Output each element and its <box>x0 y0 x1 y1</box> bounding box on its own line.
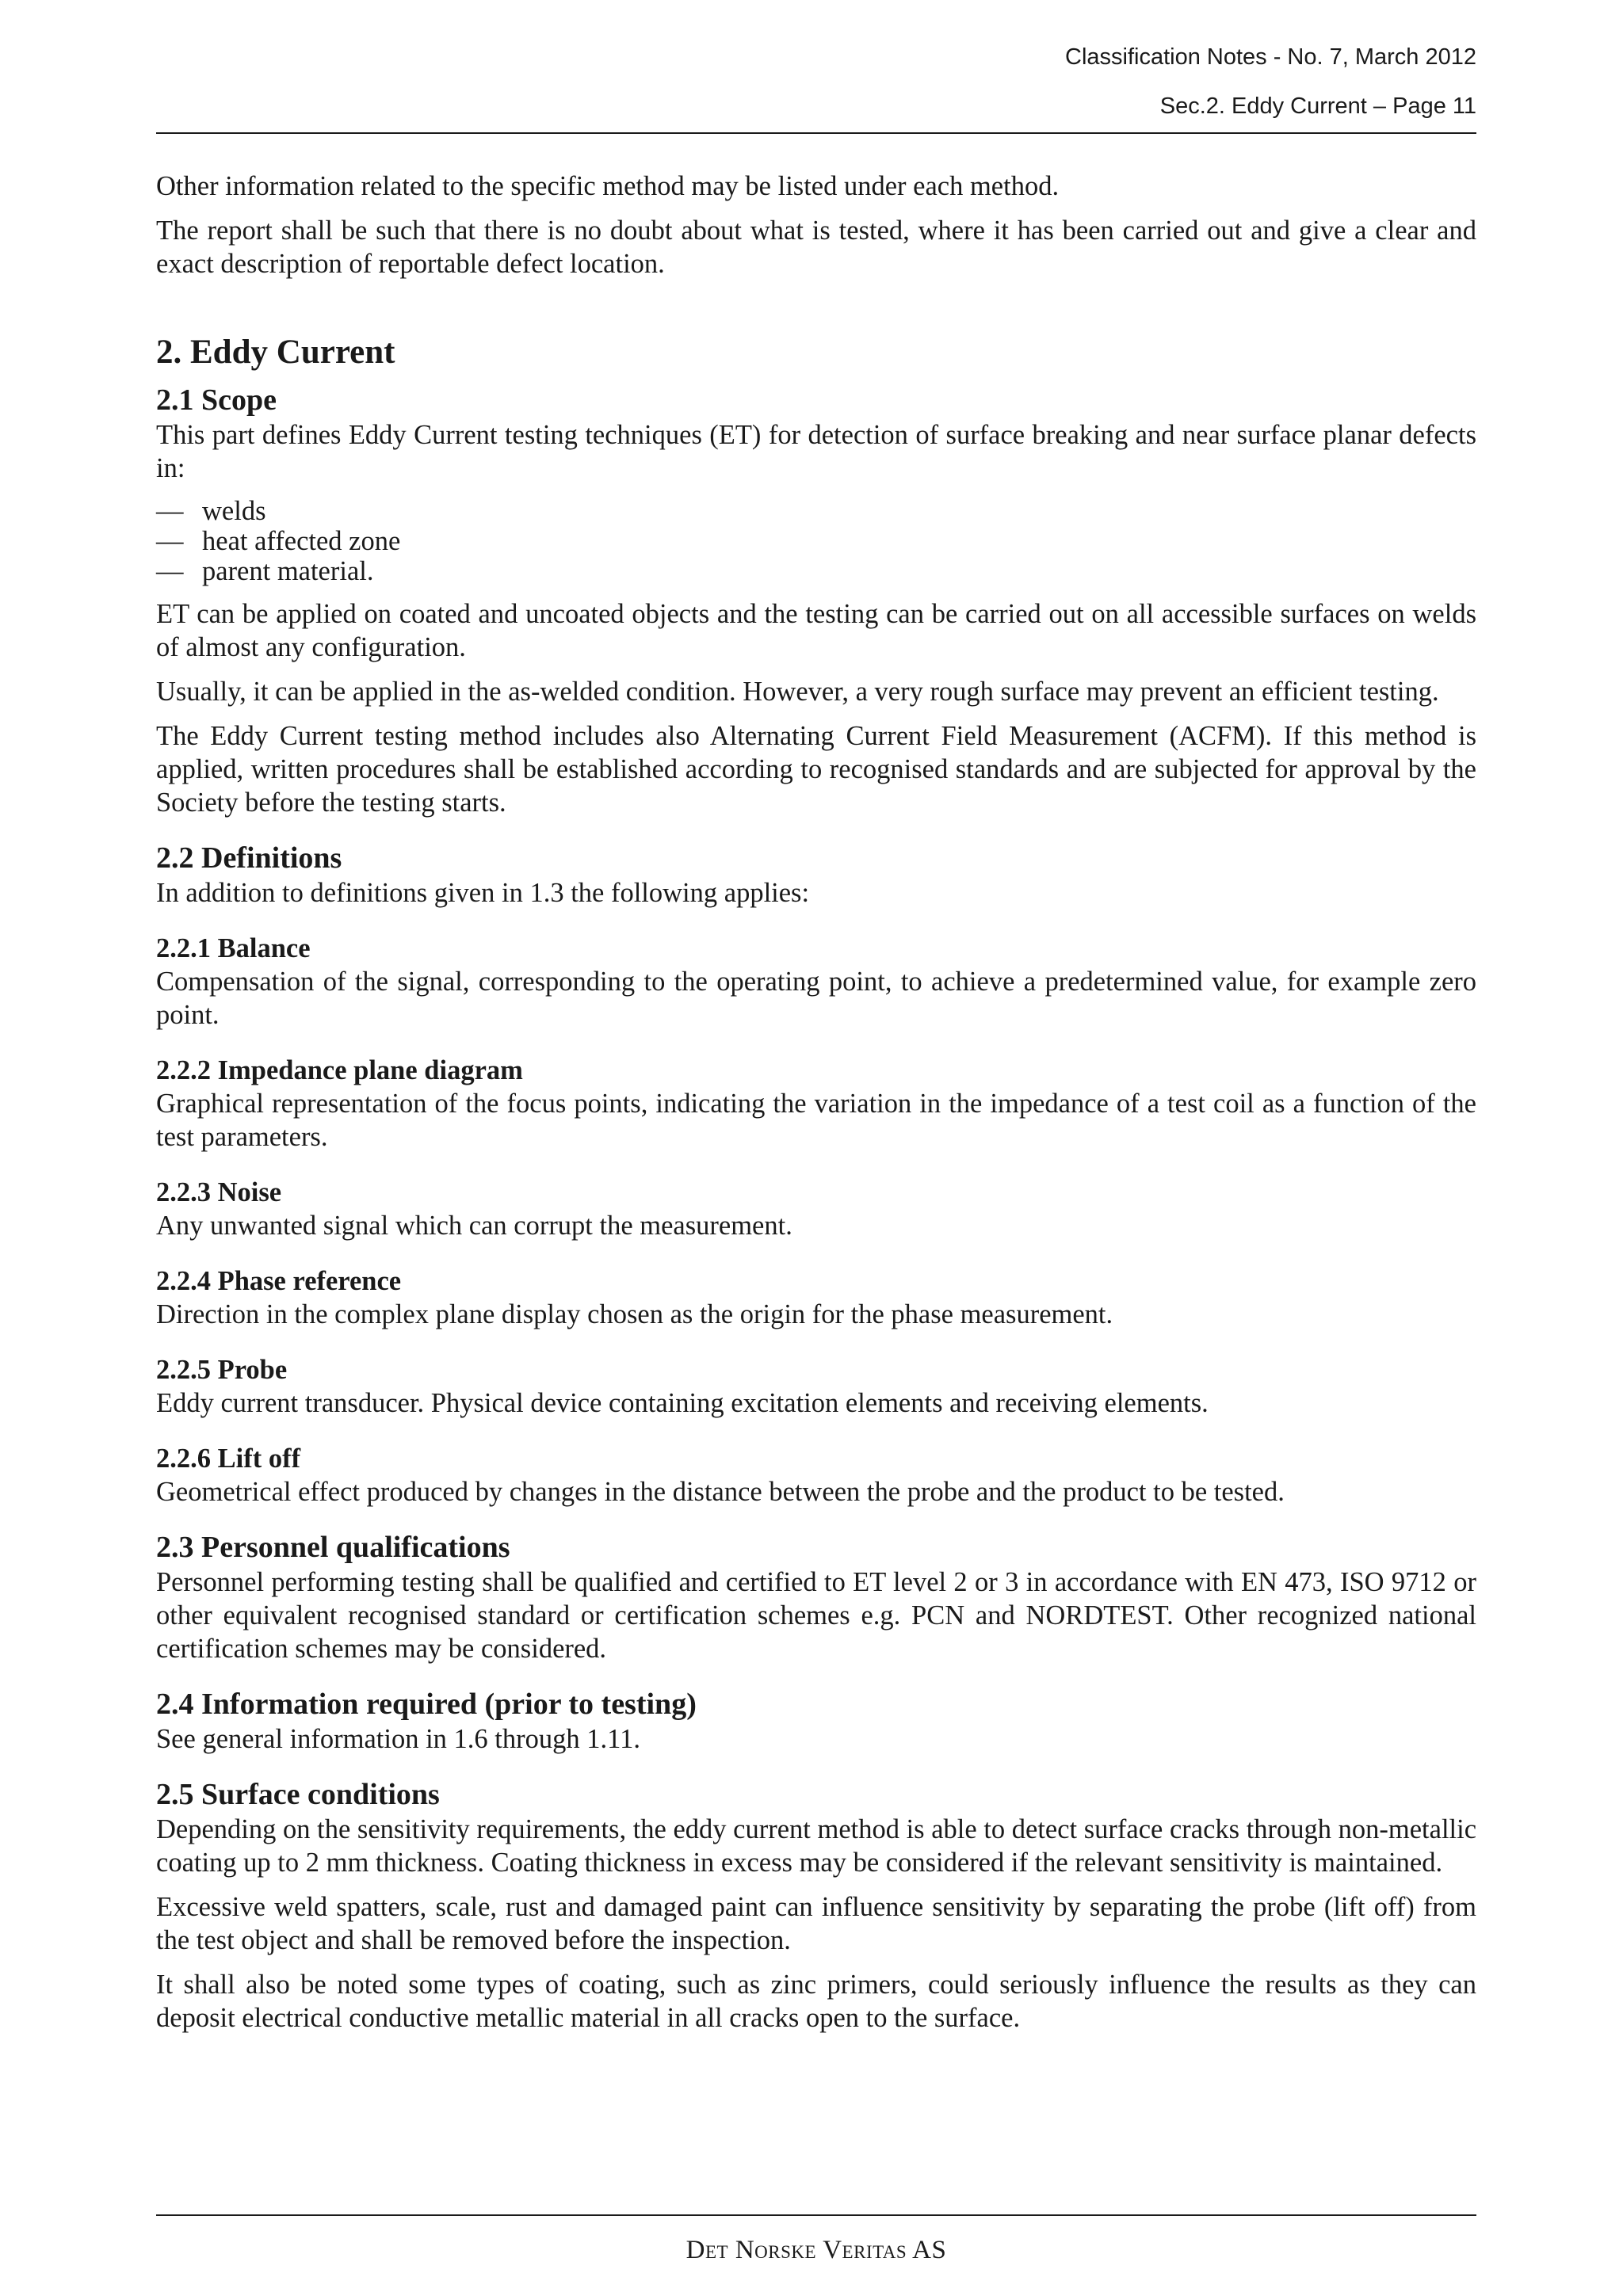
scope-paragraph-2: ET can be applied on coated and uncoated objects and the testing can be carried out on all accessible surfaces on welds of almost any configuration. <box>156 599 1476 662</box>
scope-list <box>156 496 1476 586</box>
information-paragraph: See general information in 1.6 through 1.11. <box>156 1724 640 1754</box>
section-title: 2. Eddy Current <box>156 334 395 371</box>
scope-paragraph-1: This part defines Eddy Current testing techniques (ET) for detection of surface breaking and near surface planar defects in: <box>156 420 1476 483</box>
definition-text-noise: Any unwanted signal which can corrupt the measurement. <box>156 1211 792 1241</box>
definition-heading-impedance: 2.2.2 Impedance plane diagram <box>156 1055 523 1085</box>
running-header-section: Sec.2. Eddy Current – Page 11 <box>1159 93 1476 119</box>
personnel-heading: 2.3 Personnel qualifications <box>156 1531 510 1564</box>
running-header-publication: Classification Notes - No. 7, March 2012 <box>1065 44 1476 70</box>
definition-heading-phase: 2.2.4 Phase reference <box>156 1266 402 1296</box>
list-item: — parent material. <box>156 556 374 586</box>
information-heading: 2.4 Information required (prior to testing) <box>156 1688 697 1721</box>
dash-glyph: — <box>156 526 184 556</box>
scope-paragraph-3: Usually, it can be applied in the as-welded condition. However, a very rough surface may prevent an efficient testing. <box>156 677 1439 707</box>
definitions-intro: In addition to definitions given in 1.3 the following applies: <box>156 878 810 908</box>
definition-text-probe: Eddy current transducer. Physical device containing excitation elements and receiving elements. <box>156 1388 1209 1418</box>
surface-paragraph-3: It shall also be noted some types of coating, such as zinc primers, could seriously influence the results as they can deposit electrical conductive metallic material in all cracks open to the surface. <box>156 1970 1476 2033</box>
header-rule <box>156 132 1476 134</box>
definition-heading-balance: 2.2.1 Balance <box>156 933 311 963</box>
list-item: — heat affected zone <box>156 526 401 556</box>
footer-publisher: Det Norske Veritas AS <box>685 2236 947 2264</box>
personnel-paragraph: Personnel performing testing shall be qualified and certified to ET level 2 or 3 in accordance with EN 473, ISO 9712 or other equivalent recognised standard or certification schemes e.g. PCN and NORDTEST. Other recognized national certification schemes may be considered. <box>156 1567 1476 1664</box>
definition-heading-probe: 2.2.5 Probe <box>156 1355 288 1385</box>
surface-paragraph-2: Excessive weld spatters, scale, rust and damaged paint can influence sensitivity by separating the probe (lift off) from the test object and shall be removed before the inspection. <box>156 1892 1476 1955</box>
footer-rule <box>156 2214 1476 2216</box>
definition-heading-liftoff: 2.2.6 Lift off <box>156 1444 301 1474</box>
surface-paragraph-1: Depending on the sensitivity requirements, the eddy current method is able to detect surface cracks through non-metallic coating up to 2 mm thickness. Coating thickness in excess may be considered if the relevant sensitivity is maintained. <box>156 1814 1477 1878</box>
dash-glyph: — <box>156 496 184 526</box>
intro-paragraph-1: Other information related to the specific method may be listed under each method. <box>156 171 1060 201</box>
document-body <box>156 170 1476 2035</box>
intro-paragraph-2: The report shall be such that there is no doubt about what is tested, where it has been carried out and give a clear and exact description of reportable defect location. <box>156 215 1476 279</box>
definition-heading-noise: 2.2.3 Noise <box>156 1177 282 1207</box>
scope-paragraph-4: The Eddy Current testing method includes also Alternating Current Field Measurement (ACFM). If this method is applied, written procedures shall be established according to recognised standards and are subjected for approval by the Society before the testing starts. <box>156 721 1476 818</box>
list-item: — welds <box>156 496 266 526</box>
definition-text-balance: Compensation of the signal, corresponding to the operating point, to achieve a predetermined value, for example zero point. <box>156 967 1476 1030</box>
definitions-heading: 2.2 Definitions <box>156 841 342 875</box>
surface-heading: 2.5 Surface conditions <box>156 1778 440 1811</box>
definition-text-liftoff: Geometrical effect produced by changes in the distance between the probe and the product to be tested. <box>156 1477 1285 1507</box>
scope-heading: 2.1 Scope <box>156 383 277 417</box>
definition-text-phase: Direction in the complex plane display chosen as the origin for the phase measurement. <box>156 1299 1113 1329</box>
dash-glyph: — <box>156 556 184 586</box>
definition-text-impedance: Graphical representation of the focus points, indicating the variation in the impedance of a test coil as a function of the test parameters. <box>156 1089 1476 1152</box>
